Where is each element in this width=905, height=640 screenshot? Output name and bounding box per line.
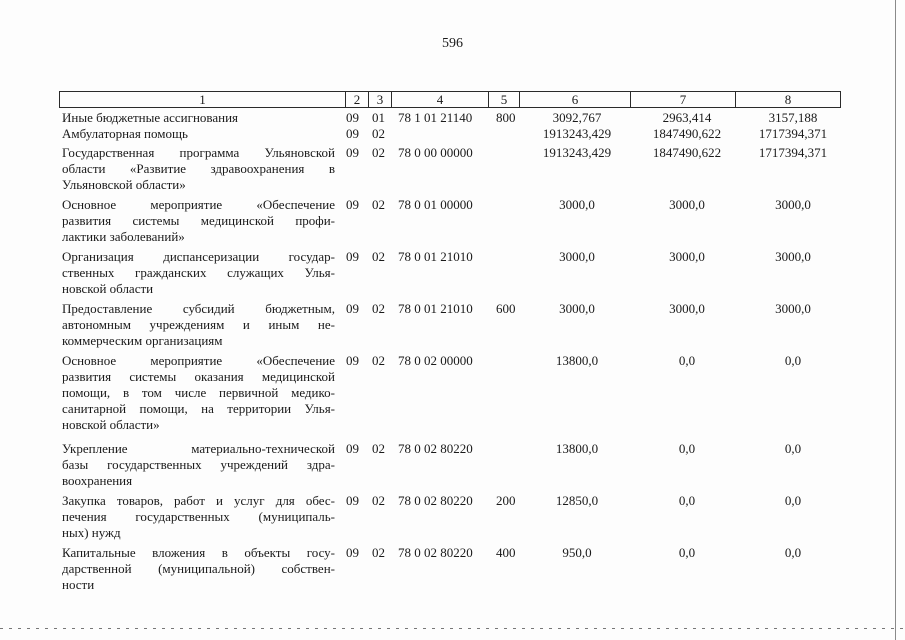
- row-name-line: ности: [62, 577, 95, 592]
- row-name-line: Основное мероприятие «Обеспечение: [62, 197, 335, 212]
- row-name-line: Предоставление субсидий бюджетным,: [62, 301, 335, 316]
- row-col-6: 1913243,429: [542, 145, 612, 160]
- row-name: [62, 353, 335, 433]
- row-name-line: ственных гражданских служащих Улья-: [62, 265, 335, 280]
- row-name-line: лактики заболеваний»: [62, 229, 185, 244]
- header-col-1: 1: [60, 92, 346, 108]
- row-col-4: 78 0 02 80220: [398, 545, 473, 560]
- row-name-line: воохранения: [62, 473, 133, 488]
- row-name-line: печения государственных (муниципаль-: [62, 509, 335, 524]
- row-col-4: 78 0 02 00000: [398, 353, 473, 368]
- row-name: [62, 301, 335, 349]
- row-name: [62, 441, 335, 489]
- row-col-6: 3000,0: [559, 301, 595, 316]
- row-col-8: 0,0: [784, 353, 802, 368]
- row-name-line: Государственная программа Ульяновской: [62, 145, 335, 160]
- page-bottom-edge: [0, 628, 905, 629]
- row-col-4: 78 0 02 80220: [398, 441, 473, 456]
- row-name-line: Амбулаторная помощь: [62, 126, 188, 141]
- row-name-line: дарственной (муниципальной) собствен-: [62, 561, 335, 576]
- row-col-3: 02: [372, 301, 385, 316]
- row-col-3: 01: [372, 110, 385, 125]
- row-col-6: 13800,0: [555, 353, 599, 368]
- row-col-5: 200: [496, 493, 516, 508]
- row-col-7: 0,0: [678, 441, 696, 456]
- row-name: [62, 110, 335, 126]
- row-col-6: 3092,767: [552, 110, 602, 125]
- page-right-edge: [895, 0, 896, 640]
- row-col-8: 0,0: [784, 545, 802, 560]
- row-name-line: базы государственных учреждений здра-: [62, 457, 335, 472]
- row-name: [62, 249, 335, 297]
- row-col-3: 02: [372, 145, 385, 160]
- row-name-line: области «Развитие здравоохранения в: [62, 161, 335, 176]
- header-col-8: 8: [736, 92, 841, 108]
- row-col-2: 09: [346, 110, 359, 125]
- row-col-8: 0,0: [784, 441, 802, 456]
- row-name-line: новской области: [62, 281, 154, 296]
- row-col-7: 3000,0: [669, 301, 705, 316]
- row-col-8: 3000,0: [775, 301, 811, 316]
- row-col-5: 600: [496, 301, 516, 316]
- row-col-4: 78 0 01 00000: [398, 197, 473, 212]
- row-col-3: 02: [372, 353, 385, 368]
- header-col-3: 3: [369, 92, 392, 108]
- row-col-2: 09: [346, 249, 359, 264]
- row-col-7: 1847490,622: [652, 145, 722, 160]
- row-name-line: Укрепление материально-технической: [62, 441, 335, 456]
- row-name: [62, 126, 335, 142]
- row-col-2: 09: [346, 441, 359, 456]
- row-col-7: 3000,0: [669, 197, 705, 212]
- row-col-4: 78 1 01 21140: [398, 110, 473, 125]
- row-col-4: 78 0 01 21010: [398, 249, 473, 264]
- row-col-8: 1717394,371: [758, 145, 828, 160]
- row-col-4: 78 0 00 00000: [398, 145, 473, 160]
- row-name-line: автономным учреждениям и иным не-: [62, 317, 335, 332]
- row-col-2: 09: [346, 145, 359, 160]
- row-col-4: 78 0 02 80220: [398, 493, 473, 508]
- row-col-2: 09: [346, 353, 359, 368]
- row-col-7: 0,0: [678, 493, 696, 508]
- row-col-2: 09: [346, 493, 359, 508]
- row-col-3: 02: [372, 197, 385, 212]
- row-col-5: 400: [496, 545, 516, 560]
- row-name: [62, 545, 335, 593]
- row-name: [62, 145, 335, 193]
- row-col-6: 12850,0: [555, 493, 599, 508]
- row-col-7: 3000,0: [669, 249, 705, 264]
- row-col-8: 0,0: [784, 493, 802, 508]
- row-col-8: 3000,0: [775, 197, 811, 212]
- row-col-8: 1717394,371: [758, 126, 828, 141]
- row-name-line: Иные бюджетные ассигнования: [62, 110, 239, 125]
- row-col-8: 3157,188: [768, 110, 818, 125]
- row-col-4: 78 0 01 21010: [398, 301, 473, 316]
- row-name-line: развития системы медицинской профи-: [62, 213, 335, 228]
- row-name-line: развития системы оказания медицинской: [62, 369, 335, 384]
- row-col-7: 0,0: [678, 545, 696, 560]
- row-col-2: 09: [346, 126, 359, 141]
- row-name-line: Капитальные вложения в объекты госу-: [62, 545, 335, 560]
- row-col-3: 02: [372, 441, 385, 456]
- row-col-6: 3000,0: [559, 249, 595, 264]
- row-col-2: 09: [346, 301, 359, 316]
- row-col-3: 02: [372, 493, 385, 508]
- row-col-6: 1913243,429: [542, 126, 612, 141]
- row-col-2: 09: [346, 197, 359, 212]
- row-name-line: Основное мероприятие «Обеспечение: [62, 353, 335, 368]
- row-col-8: 3000,0: [775, 249, 811, 264]
- row-col-2: 09: [346, 545, 359, 560]
- row-col-7: 1847490,622: [652, 126, 722, 141]
- row-col-6: 3000,0: [559, 197, 595, 212]
- row-col-3: 02: [372, 545, 385, 560]
- header-col-5: 5: [489, 92, 520, 108]
- row-name-line: помощи, в том числе первичной медико-: [62, 385, 335, 400]
- header-col-4: 4: [392, 92, 489, 108]
- page-number: 596: [442, 36, 463, 51]
- row-col-7: 2963,414: [662, 110, 712, 125]
- row-name-line: санитарной помощи, на территории Улья-: [62, 401, 335, 416]
- row-name-line: ных) нужд: [62, 525, 121, 540]
- row-col-7: 0,0: [678, 353, 696, 368]
- row-col-3: 02: [372, 249, 385, 264]
- row-name: [62, 197, 335, 245]
- row-col-3: 02: [372, 126, 385, 141]
- row-name-line: Закупка товаров, работ и услуг для обес-: [62, 493, 335, 508]
- header-col-7: 7: [631, 92, 736, 108]
- row-name: [62, 493, 335, 541]
- row-name-line: коммерческим организациям: [62, 333, 223, 348]
- header-col-2: 2: [346, 92, 369, 108]
- row-name-line: Организация диспансеризации госудаp-: [62, 249, 335, 264]
- row-name-line: новской области»: [62, 417, 160, 432]
- row-col-5: 800: [496, 110, 516, 125]
- row-col-6: 950,0: [562, 545, 592, 560]
- row-col-6: 13800,0: [555, 441, 599, 456]
- row-name-line: Ульяновской области»: [62, 177, 186, 192]
- header-col-6: 6: [520, 92, 631, 108]
- table-header: [59, 91, 841, 108]
